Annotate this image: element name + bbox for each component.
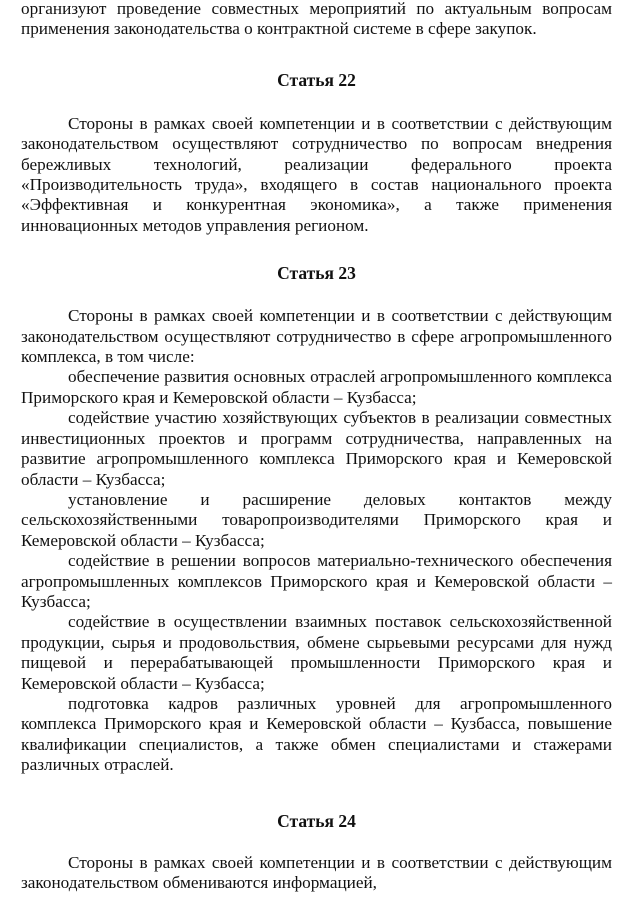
- article-23-heading: Статья 23: [277, 263, 356, 284]
- article-23-list-item: содействие в осуществлении взаимных поставок сельскохозяйственной продукции, сырья и продовольствия, обмене сырьевыми ресурсами для нужд пищевой и перерабатывающей промышленности Приморского края и Кемеровской области – Кузбасса;: [21, 612, 612, 693]
- article-24-heading: Статья 24: [277, 810, 356, 831]
- article-23-list-item: содействие в решении вопросов материально-технического обеспечения агропромышленных комплексов Приморского края и Кемеровской области – Кузбасса;: [21, 551, 612, 611]
- article-22-heading: Статья 22: [277, 69, 356, 90]
- intro-continuation-paragraph: организуют проведение совместных мероприятий по актуальным вопросам применения законодательства о контрактной системе в сфере закупок.: [21, 0, 612, 39]
- article-23-list-item: обеспечение развития основных отраслей агропромышленного комплекса Приморского края и Кемеровской области – Кузбасса;: [21, 367, 612, 407]
- article-23-list-item: содействие участию хозяйствующих субъектов в реализации совместных инвестиционных проектов и программ сотрудничества, направленных на развитие агропромышленного комплекса Приморского края и Кемеровской области – Кузбасса;: [21, 408, 612, 489]
- article-24-paragraph: Стороны в рамках своей компетенции и в соответствии с действующим законодательством обмениваются информацией,: [21, 852, 612, 892]
- article-23-list-item: установление и расширение деловых контактов между сельскохозяйственными товаропроизводителями Приморского края и Кемеровской области – Кузбасса;: [21, 489, 612, 550]
- article-22-paragraph: Стороны в рамках своей компетенции и в соответствии с действующим законодательством осуществляют сотрудничество по вопросам внедрения бережливых технологий, реализации федерального проекта «Производительность труда», входящего в состав национального проекта «Эффективная и конкурентная экономика», а также применения инновационных методов управления регионом.: [21, 113, 612, 235]
- article-23-paragraph: Стороны в рамках своей компетенции и в соответствии с действующим законодательством осуществляют сотрудничество в сфере агропромышленного комплекса, в том числе:: [21, 306, 612, 367]
- article-23-list-item: подготовка кадров различных уровней для агропромышленного комплекса Приморского края и Кемеровской области – Кузбасса, повышение квалификации специалистов, а также обмен специалистами и стажерами различных отраслей.: [21, 693, 612, 775]
